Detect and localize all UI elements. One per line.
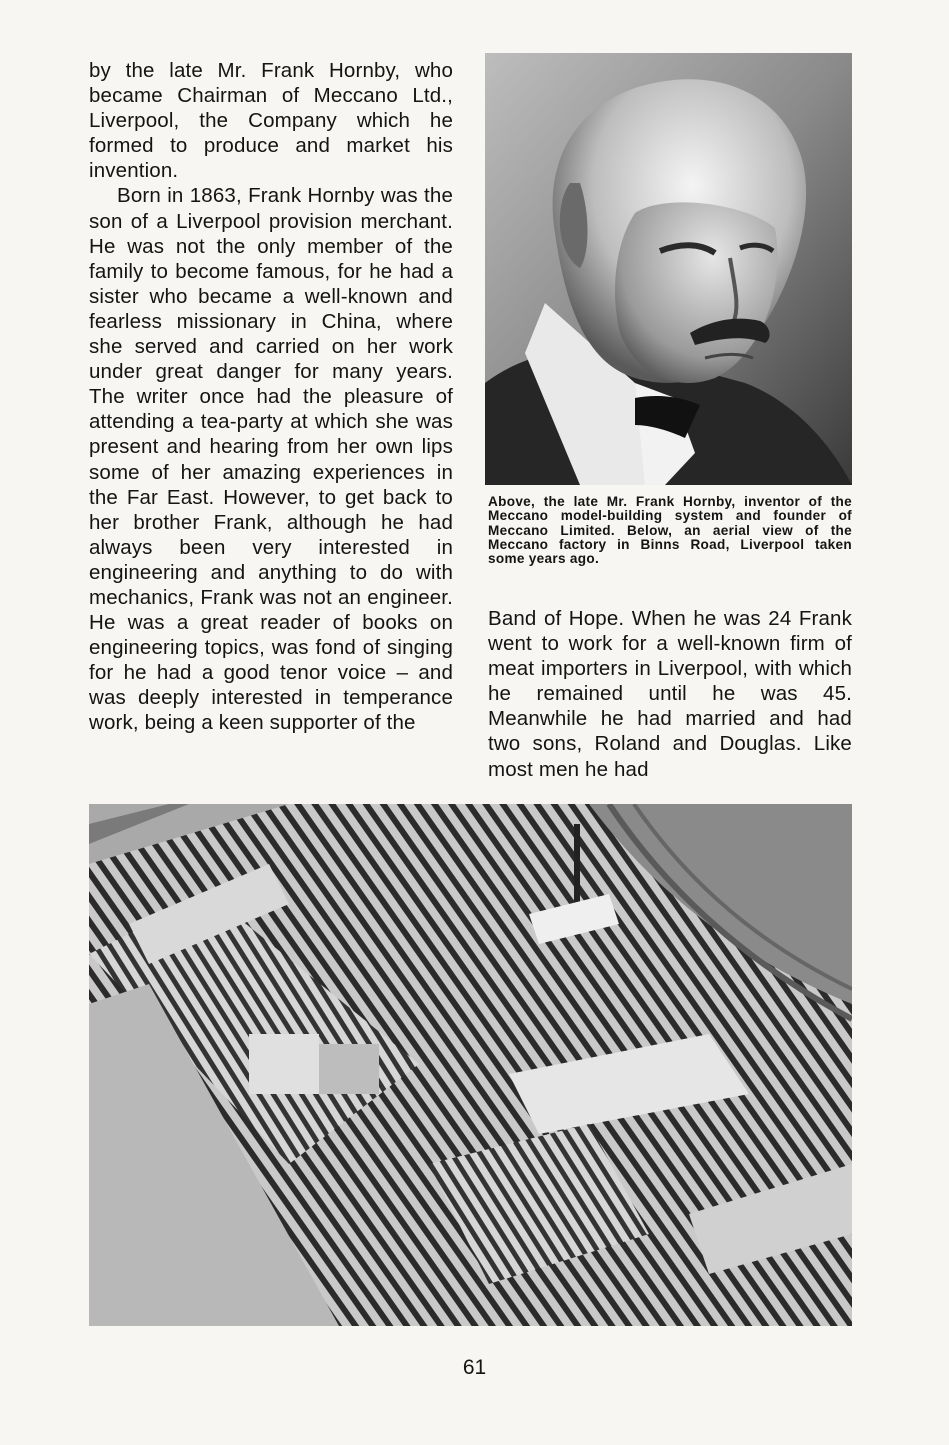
- left-paragraph-1: by the late Mr. Frank Hornby, who became Chairman of Meccano Ltd., Liverpool, the Company which he formed to produce and market his invention.: [89, 59, 453, 183]
- meccano-factory-aerial-photo: [89, 804, 852, 1326]
- left-paragraph-2: Born in 1863, Frank Hornby was the son of a Liverpool provision merchant. He was not the only member of the family to become famous, for he had a sister who became a well-known and fearless missionary in China, where she served and carried on her work under great danger for many years. The writer once had the pleasure of attending a tea-party at which she was present and hearing from her own lips some of her amazing experiences in the Far East. However, to get back to her brother Frank, although he had always been very interested in engineering and anything to do with mechanics, Frank was not an engineer. He was a great reader of books on engineering topics, was fond of singing for he had a good tenor voice – and was deeply interested in temperance work, being a keen supporter of the: [89, 184, 453, 735]
- right-text-column: [488, 606, 852, 782]
- photo-caption: Above, the late Mr. Frank Hornby, inventor of the Meccano model-building system and founder of Meccano Limited. Below, an aerial view of the Meccano factory in Binns Road, Liverpool taken some years ago.: [488, 494, 852, 567]
- left-text-column: [89, 58, 453, 736]
- frank-hornby-portrait-photo: [485, 53, 852, 485]
- page-number: 61: [462, 1356, 487, 1379]
- right-paragraph-1: Band of Hope. When he was 24 Frank went to work for a well-known firm of meat importers in Liverpool, with which he remained until he was 45. Meanwhile he had married and had two sons, Roland and Douglas. Like most men he had: [488, 607, 852, 781]
